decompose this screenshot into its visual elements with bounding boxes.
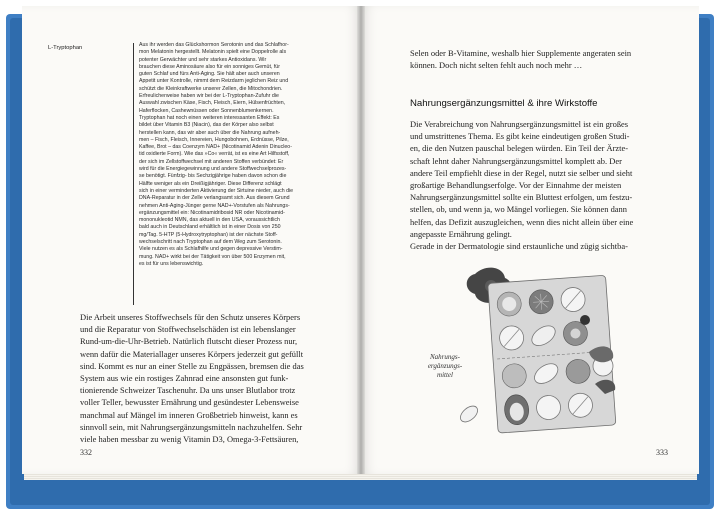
sidebar-text	[139, 42, 337, 268]
body-line: sinnvoll sein, mit Nahrungsergänzungsmitteln nachzuhelfen. Sehr	[80, 421, 303, 432]
sidebar-line: mung. NAD+ wirkt bei der Tätigkeit von über 500 Enzymen mit,	[139, 253, 286, 260]
sidebar-line: Hälfte weniger als ein Dreißigjähriger. Diese Differenz schlägt	[139, 180, 282, 187]
sidebar-line: brauchen diese Aminosäure also für ein sonniges Gemüt, für	[139, 63, 280, 70]
sidebar-line: mg/Tag. 5-HTP (5-Hydroxytryptophan) ist der nächste Stoff-	[139, 231, 278, 238]
body-line: Selen oder B-Vitamine, weshalb hier Supplemente angeraten sein	[410, 48, 632, 58]
body-line: en, die den Nutzen pauschal belegen würden. Ein Teil der Ärzte-	[410, 143, 629, 154]
body-line: Rund-um-die-Uhr-Betrieb. Natürlich flutscht dieser Prozess nur,	[80, 336, 298, 347]
right-body-text	[410, 118, 676, 252]
caption-line: ergänzungs-	[427, 362, 463, 370]
left-body-text	[80, 311, 350, 445]
sidebar-line: der sich im Zellstoffwechsel mit anderen Stoffen verbündet: Er	[139, 158, 284, 165]
sidebar-line: Haferflocken, Cashewnüssen oder Sonnenblumenkernen.	[139, 107, 274, 114]
sidebar-line: wechselschritt nach Tryptophan auf dem Weg zum Serotonin.	[139, 239, 282, 246]
body-line: Die Arbeit unseres Stoffwechsels für den Schutz unseres Körpers	[80, 312, 301, 322]
book-gutter	[357, 6, 365, 474]
caption-line: mittel	[437, 371, 453, 379]
sidebar-line: tid oxidierte Form). Wie das »Co« verrät, ist es eine Art Hilfsstoff,	[139, 151, 290, 158]
sidebar-line: schützt die Kleinkraftwerke unserer Zellen, die Mitochondrien.	[139, 85, 283, 92]
sidebar-line: Auswahl zwischen Käse, Fisch, Fleisch, Eiern, Hülsenfrüchten,	[139, 100, 286, 107]
page-number-left: 332	[80, 448, 92, 457]
sidebar-line: bald auch in Deutschland erhältlich ist in einer Dosis von 250	[139, 224, 281, 231]
sidebar-line: Kaffee, Brot – das Coenzym NAD+ (Nicotinamid Adenin Dinucleo-	[139, 144, 292, 151]
sidebar-line: ergänzungsmittel ein: Nicotinamidribosid NR oder Nicotinamid-	[139, 209, 285, 216]
body-line: und umstrittenes Thema. Es gibt keine eindeutigen großen Studi-	[410, 131, 630, 142]
body-line: manchmal auf Mängel im inneren Großbetrieb hinweist, kann es	[80, 409, 298, 420]
body-line: wenn dafür die Materiallager unseres Körpers jederzeit gut gefüllt	[80, 348, 304, 359]
sidebar-line: mon Melatonin hergestellt. Melatonin spielt eine Doppelrolle als	[139, 49, 287, 56]
body-line: tionierende Schweizer Taschenuhr. Da uns unser Blutlabor trotz	[80, 385, 296, 396]
caption-line: Nahrungs-	[430, 353, 460, 361]
body-line: helfen, das Defizit auszugleichen, wenn dies nicht allein über eine	[410, 216, 634, 227]
body-line: und die Reparatur von Stoffwechselschäden ist ein lebenslanger	[80, 324, 296, 335]
marginal-title: L-Tryptophan	[48, 45, 83, 51]
sidebar-line: bildet über Vitamin B3 (Niacin), das der Körper also selbst	[139, 122, 274, 129]
page-edges	[24, 474, 697, 480]
sidebar-line: es ist für uns lebenswichtig.	[139, 260, 204, 267]
sidebar-line: sich in einer verminderten Aktivierung der Sirtuine nieder, auch die	[139, 187, 294, 194]
sidebar-line: potenter Gerwächter und sehr starkes Antioxidans. Wir	[139, 56, 267, 63]
sidebar-line: men – Fisch, Fleisch, Innereien, Hungobohnen, Erdnüsse, Pilze,	[139, 136, 289, 143]
body-line: andere Teil empfiehlt diese in der Regel, nutzt sie selber und sieht	[410, 167, 633, 178]
body-line: stellen, ob, und wenn ja, wo Mängel vorliegen. Sie können dann	[410, 204, 627, 215]
supplements-illustration	[455, 262, 625, 442]
body-line: schaft lehnt daher Nahrungsergänzungsmittel komplett ab. Der	[410, 155, 622, 166]
sidebar-line: Erfreulicherweise haben wir bei der L-Tryptophan-Zufuhr die	[139, 93, 279, 100]
body-line: System aus wie ein rostiges Zahnrad eine ansonsten gut funk-	[80, 373, 289, 384]
sidebar-line: DNA-Reparatur in der Zelle verlangsamt sich. Aus diesem Grund	[139, 195, 290, 202]
sidebar-line: herstellen kann, das wir aber auch über die Nahrung aufneh-	[139, 129, 281, 136]
sidebar-line: se benötigt. Fünfzig- bis Sechzigjährige haben davon schon die	[139, 173, 287, 180]
sidebar-line: guten Schlaf und fürs Anti-Aging. Sie hält aber auch unseren	[139, 71, 280, 78]
body-line: können. Doch nicht selten fehlt auch noch mehr …	[410, 60, 583, 71]
body-line: voller Teller, bewusster Ernährung und gesündester Lebensweise	[80, 397, 299, 408]
sidebar-line: Appetit unter Kontrolle, nimmt dem Reizdarm jeglichen Reiz und	[139, 78, 289, 85]
section-heading: Nahrungsergänzungsmittel & ihre Wirkstoffe	[410, 98, 598, 109]
body-line: Gerade in der Dermatologie sind erstaunliche und zügig sichtba-	[410, 241, 628, 252]
body-line: großartige Behandlungserfolge. Vor der Einnahme der meisten	[410, 180, 622, 191]
body-line: viele haben messbar zu wenig Vitamin D3, Omega-3-Fettsäuren,	[80, 434, 299, 445]
body-line: Nahrungsergänzungsmittel sollte ein Bluttest erfolgen, um festzu-	[410, 192, 633, 203]
body-line: Die Verabreichung von Nahrungsergänzungsmittel ist ein großes	[410, 119, 629, 129]
right-top-text	[410, 47, 676, 71]
sidebar-line: Viele nutzen es als Schlafhilfe und gegen depressive Verstim-	[139, 246, 283, 253]
body-line: angepasste Ernährung gelingt.	[410, 228, 512, 239]
sidebar-line: nehmen Anti-Aging-Jünger gerne NAD+-Vorstufen als Nahrungs-	[139, 202, 290, 209]
sidebar-line: wird für die Energiegewinnung und andere Stoffwechselprozes-	[139, 166, 287, 173]
body-line: sind. Kommt es nur an einer Stelle zu Engpässen, bremsen die das	[80, 360, 304, 371]
sidebar-rule	[133, 43, 134, 305]
sidebar-line: mononukleotid NMN, das aktuell in den USA, voraussichtlich	[139, 217, 280, 224]
sidebar-line: Aus ihr werden das Glückshormon Serotonin und das Schlafhor-	[139, 42, 289, 48]
page-number-right: 333	[656, 448, 668, 457]
sidebar-line: Tryptophan hat noch einen weiteren interessanten Effekt: Es	[139, 114, 280, 121]
